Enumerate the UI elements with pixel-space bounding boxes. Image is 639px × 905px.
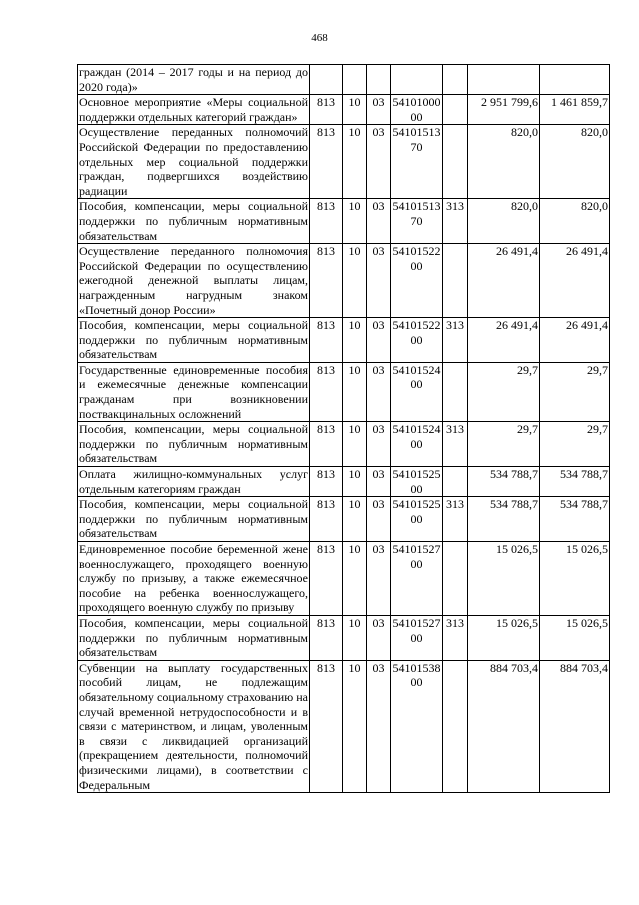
section-code-cell: 10 [343, 362, 367, 421]
table-body [78, 65, 610, 793]
amount-year-2-cell: 820,0 [540, 199, 610, 244]
subsection-code-cell: 03 [367, 497, 391, 542]
target-article-cell: 5410100000 [392, 95, 441, 124]
table-row [78, 542, 610, 616]
department-code-cell: 813 [310, 422, 343, 467]
amount-year-2-cell: 26 491,4 [540, 244, 610, 318]
amount-year-2-cell: 15 026,5 [540, 615, 610, 660]
expense-type-cell: 313 [443, 615, 468, 660]
target-article-cell: 5410152200 [391, 244, 443, 318]
table-row [78, 660, 610, 792]
row-name-cell: граждан (2014 – 2017 годы и на период до 2020 года)» [79, 65, 308, 94]
section-code-cell: 10 [343, 542, 367, 616]
amount-year-2-cell: 29,7 [540, 362, 610, 421]
table-row [78, 497, 610, 542]
department-code-cell: 813 [310, 615, 343, 660]
section-code-cell: 10 [343, 125, 367, 199]
table-row [78, 244, 610, 318]
department-code-cell [310, 65, 343, 95]
section-code-cell: 10 [343, 318, 367, 363]
amount-year-1-cell: 29,7 [468, 362, 540, 421]
section-code-cell: 10 [343, 615, 367, 660]
amount-year-1-cell: 15 026,5 [468, 542, 540, 616]
expense-type-cell [443, 660, 468, 792]
expense-type-cell: 313 [443, 199, 468, 244]
expense-type-cell [443, 467, 468, 497]
table-row [78, 95, 610, 125]
section-code-cell [343, 65, 367, 95]
expense-type-cell: 313 [443, 497, 468, 542]
amount-year-1-cell: 820,0 [468, 125, 540, 199]
amount-year-2-cell: 29,7 [540, 422, 610, 467]
row-name-cell: Субвенции на выплату государственных пособий лицам, не подлежащим обязательному социальному страхованию на случай временной нетрудоспособности и в связи с материнством, и лицам, уволенным в связи с ликвидацией организаций (прекращением деятельности, полномочий физическими лицами), в соответствии с Федеральным [79, 660, 308, 792]
subsection-code-cell: 03 [367, 95, 391, 125]
amount-year-2-cell: 26 491,4 [540, 318, 610, 363]
amount-year-2-cell: 820,0 [540, 125, 610, 199]
subsection-code-cell: 03 [367, 199, 391, 244]
section-code-cell: 10 [343, 244, 367, 318]
amount-year-2-cell: 534 788,7 [540, 497, 610, 542]
table-row [78, 199, 610, 244]
table-row [78, 467, 610, 497]
subsection-code-cell: 03 [367, 467, 391, 497]
amount-year-1-cell: 820,0 [468, 199, 540, 244]
row-name-cell: Пособия, компенсации, меры социальной поддержки по публичным нормативным обязательствам [79, 615, 308, 660]
page-number: 468 [311, 32, 328, 44]
target-article-cell: 5410151370 [391, 125, 443, 199]
expense-type-cell [443, 542, 468, 616]
table-row [78, 422, 610, 467]
row-name-cell: Единовременное пособие беременной жене военнослужащего, проходящего военную службу по призыву, а также ежемесячное пособие на ребенка военнослужащего, проходящего военную службу по призыву [79, 542, 308, 615]
table-row [78, 125, 610, 199]
amount-year-1-cell: 534 788,7 [468, 467, 540, 497]
amount-year-2-cell: 15 026,5 [540, 542, 610, 616]
amount-year-1-cell: 26 491,4 [468, 318, 540, 363]
row-name-cell: Осуществление переданного полномочия Российской Федерации по осуществлению ежегодной денежной выплаты лицам, награжденным нагрудным знаком «Почетный донор России» [79, 244, 308, 317]
amount-year-1-cell: 29,7 [468, 422, 540, 467]
amount-year-2-cell: 884 703,4 [540, 660, 610, 792]
subsection-code-cell: 03 [367, 542, 391, 616]
budget-table [77, 64, 610, 793]
target-article-cell: 5410152200 [391, 318, 443, 363]
department-code-cell: 813 [310, 125, 343, 199]
row-name-cell: Государственные единовременные пособия и ежемесячные денежные компенсации гражданам при возникновении поствакцинальных осложнений [79, 362, 308, 421]
department-code-cell: 813 [310, 660, 343, 792]
expense-type-cell: 313 [443, 318, 468, 363]
row-name-cell: Осуществление переданных полномочий Российской Федерации по предоставлению отдельных мер социальной поддержки граждан, подвергшихся воздействию радиации [79, 125, 308, 198]
table-row [78, 615, 610, 660]
department-code-cell: 813 [310, 542, 343, 616]
target-article-cell [391, 65, 443, 95]
row-name-cell: Пособия, компенсации, меры социальной поддержки по публичным нормативным обязательствам [79, 497, 308, 541]
department-code-cell: 813 [310, 318, 343, 363]
target-article-cell: 5410152400 [391, 422, 443, 467]
row-name-cell: Основное мероприятие «Меры социальной поддержки отдельных категорий граждан» [79, 95, 308, 124]
table-row [78, 65, 610, 95]
section-code-cell: 10 [343, 497, 367, 542]
target-article-cell: 5410152500 [391, 497, 443, 542]
department-code-cell: 813 [310, 95, 343, 125]
target-article-cell: 5410152500 [392, 467, 441, 496]
section-code-cell: 10 [343, 660, 367, 792]
expense-type-cell [443, 95, 468, 125]
amount-year-2-cell: 534 788,7 [540, 467, 610, 497]
row-name-cell: Пособия, компенсации, меры социальной поддержки по публичным нормативным обязательствам [79, 422, 308, 466]
expense-type-cell [443, 362, 468, 421]
target-article-cell: 5410152700 [391, 542, 443, 616]
row-name-cell: Пособия, компенсации, меры социальной поддержки по публичным нормативным обязательствам [79, 199, 308, 243]
table-row [78, 318, 610, 363]
subsection-code-cell: 03 [367, 362, 391, 421]
section-code-cell: 10 [343, 199, 367, 244]
amount-year-2-cell [540, 65, 610, 95]
target-article-cell: 5410153800 [391, 660, 443, 792]
expense-type-cell [443, 244, 468, 318]
expense-type-cell [443, 65, 468, 95]
target-article-cell: 5410152400 [391, 362, 443, 421]
table-row [78, 362, 610, 421]
target-article-cell: 5410152700 [391, 615, 443, 660]
department-code-cell: 813 [310, 199, 343, 244]
amount-year-1-cell: 534 788,7 [468, 497, 540, 542]
subsection-code-cell: 03 [367, 125, 391, 199]
section-code-cell: 10 [343, 467, 367, 497]
department-code-cell: 813 [310, 362, 343, 421]
amount-year-1-cell: 15 026,5 [468, 615, 540, 660]
subsection-code-cell: 03 [367, 660, 391, 792]
row-name-cell: Пособия, компенсации, меры социальной поддержки по публичным нормативным обязательствам [79, 318, 308, 362]
amount-year-1-cell: 884 703,4 [468, 660, 540, 792]
row-name-cell: Оплата жилищно-коммунальных услуг отдельным категориям граждан [79, 467, 308, 496]
amount-year-1-cell [468, 65, 540, 95]
target-article-cell: 5410151370 [391, 199, 443, 244]
section-code-cell: 10 [343, 95, 367, 125]
amount-year-1-cell: 26 491,4 [468, 244, 540, 318]
subsection-code-cell: 03 [367, 422, 391, 467]
department-code-cell: 813 [310, 244, 343, 318]
subsection-code-cell: 03 [367, 615, 391, 660]
department-code-cell: 813 [310, 497, 343, 542]
subsection-code-cell [367, 65, 391, 95]
section-code-cell: 10 [343, 422, 367, 467]
department-code-cell: 813 [310, 467, 343, 497]
subsection-code-cell: 03 [367, 318, 391, 363]
expense-type-cell [443, 125, 468, 199]
amount-year-2-cell: 1 461 859,7 [540, 95, 610, 125]
expense-type-cell: 313 [443, 422, 468, 467]
subsection-code-cell: 03 [367, 244, 391, 318]
amount-year-1-cell: 2 951 799,6 [468, 95, 540, 125]
